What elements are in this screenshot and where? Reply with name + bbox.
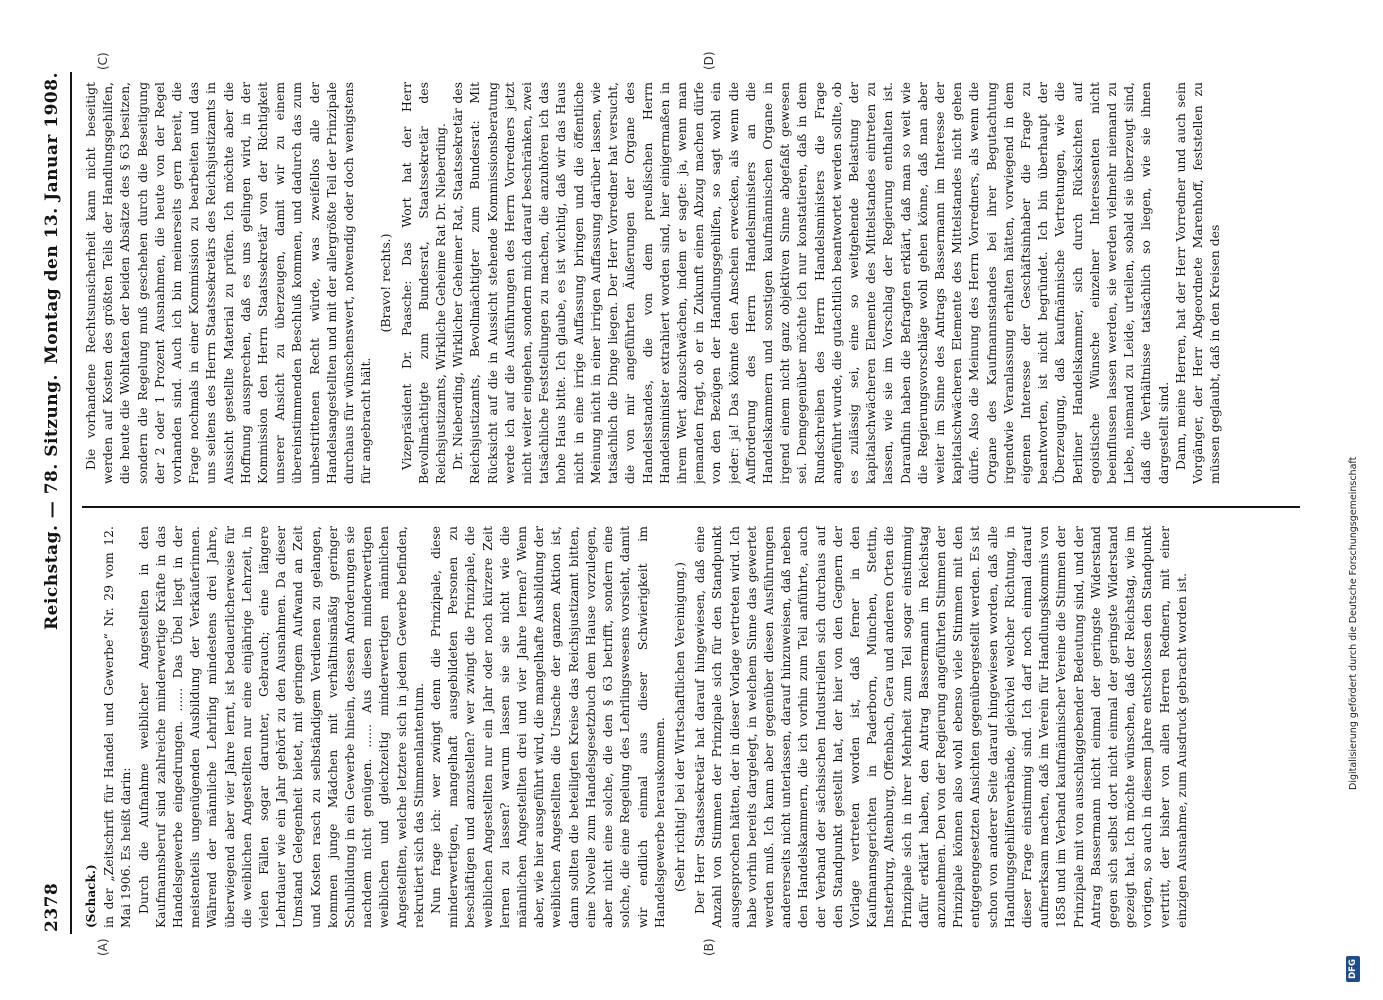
margin-letter-b: (B) xyxy=(702,938,716,956)
interjection: (Bravo! rechts.) xyxy=(378,233,394,333)
page-header xyxy=(40,72,66,932)
speaker-tag: (Schack.) xyxy=(84,864,98,928)
right-paragraph: Dr. Nieberding, Wirklicher Geheimer Rat, Staatssekretär des Reichsjustizamts, Bevollmächtigter zum Bundesrat: Mit Rücksicht auf die in Aussicht stehende Kommissionsberatung werde ich auf die Ausführungen des Herrn Vorredners jetzt nicht weiter eingehen, sondern mich darauf beschränken, zwei tatsächliche Feststellungen zu machen, die anzuhören ich das hohe Haus bitte. Ich glaube, es ist wichtig, daß wir das Haus nicht in eine irrige Auffassung bringen und die öffentliche Meinung nicht in einer irrigen Auffassung darüber lassen, wie tatsächlich die Dinge liegen. Der Herr Vorredner hat versucht, die von mir angeführten Äußerungen der Organe des Handelsstandes, die von dem preußischen Herrn Handelsminister extrahiert worden sind, hier einigermaßen in ihrem Wert abzuschwächen, indem er sagte: ja, wenn man jemanden fragt, ob er in Zukunft einen Abzug machen dürfe von den Bezügen der Handlungsgehilfen, so sagt wohl ein jeder: ja! Das könnte den Anschein erwecken, als wenn die Aufforderung des Herrn Handelsministers an die Handelskammern und sonstigen kaufmännischen Organe in irgend einem nicht ganz objektiven Sinne abgefaßt gewesen sei. Demgegenüber möchte ich nur konstatieren, daß in dem Rundschreiben des Herrn Handelsministers die Frage angeführt wurde, die gutachtlich beantwortet werden sollte, ob es zulässig sei, eine so weitgehende Belastung der kapitalschwächeren Elemente des Mittelstandes eintreten zu lassen, wie sie im Vorschlag der Regierung enthalten ist. Daraufhin haben die Befragten erklärt, daß man so weit wie die Regierungsvorschläge wohl gehen könne, daß man aber weiter im Sinne des Antrags Bassermann im Interesse der kapitalschwächeren Elemente des Mittelstandes nicht gehen dürfe. Also die Meinung des Herrn Vorredners, als wenn die Organe des Kaufmannsstandes bei ihrer Begutachtung irgendwie Veranlassung erhalten hätten, vorwiegend in dem eigenen Interesse der Geschäftsinhaber die Frage zu beantworten, ist nicht begründet. Ich bin überhaupt der Überzeugung, daß kaufmännische Vertretungen, wie die Berliner Handelskammer, sich durch Rücksichten auf egoistische Wünsche einzelner Interessenten nicht beeinflussen lassen werden, sie werden vielmehr niemand zu Liebe, niemand zu Leide, urteilen, sobald sie überzeugt sind, daß die Verhältnisse tatsächlich so liegen, wie sie ihnen dargestellt sind. xyxy=(450,82,1171,484)
interjection: (Sehr richtig! bei der Wirtschaftlichen Vereinigung.) xyxy=(671,562,687,892)
left-paragraph: Der Herr Staatssekretär hat darauf hingewiesen, daß eine Anzahl von Stimmen der Prinzipale sich für den Standpunkt ausgesprochen hätten, der in dieser Vorlage vertreten wird. Ich habe vorhin bereits dargelegt, in welchem Sinne das gewertet werden muß. Ich kann aber gegenüber diesen Ausführungen andererseits nicht unterlassen, darauf hinzuweisen, daß neben den Handelskammern, die ich vorhin zum Teil anführte, auch der Verband der sächsischen Industriellen sich durchaus auf den Standpunkt gestellt hat, der hier von den Gegnern der Vorlage vertreten worden ist, daß ferner in den Kaufmannsgerichten in Paderborn, München, Stettin, Insterburg, Altenburg, Offenbach, Gera und anderen Orten die Prinzipale sich in ihrer Mehrheit zum Teil sogar einstimmig dafür erklärt haben, den Antrag Bassermann im Reichstag anzunehmen. Den von der Regierung angeführten Stimmen der Prinzipale können also wohl ebenso viele Stimmen mit den entgegengesetzten Ansichten gegenübergestellt werden. Es ist schon von anderer Seite darauf hingewiesen worden, daß alle Handlungsgehilfenverbände, gleichviel welcher Richtung, in dieser Frage einstimmig sind. Ich darf noch einmal darauf aufmerksam machen, daß im Verein für Handlungskommis von 1858 und im Verband kaufmännischer Vereine die Stimmen der Prinzipale mit von ausschlaggebender Bedeutung sind, und der Antrag Bassermann nicht einmal der geringste Widerstand gegen sich selbst dort nicht einmal der geringste Widerstand gezeigt hat. Ich möchte wünschen, daß der Reichstag, wie im vorigen, so auch in diesem Jahre entschlossen den Standpunkt vertritt, der bisher von allen Herren Rednern, mit einer einzigen Ausnahme, zum Ausdruck gebracht worden ist. xyxy=(692,526,1189,928)
margin-letter-a: (A) xyxy=(96,938,110,956)
session-title: Reichstag. — 78. Sitzung. xyxy=(42,374,62,630)
dfg-logo: DFG xyxy=(1346,956,1360,982)
margin-letter-c: (C) xyxy=(96,52,110,70)
session-date: Montag den 13. Januar 1908. xyxy=(42,72,62,365)
column-rule xyxy=(82,506,1300,508)
right-column xyxy=(82,82,1300,484)
left-paragraph: Nun frage ich: wer zwingt denn die Prinzipale, diese minderwertigen, mangelhaft ausgebildeten Personen zu beschäftigen und anzustellen? wer zwingt die Prinzipale, die weiblichen Angestellten nur ein Jahr oder noch kürzere Zeit lernen zu lassen? warum lassen sie sie nicht wie die männlichen Angestellten drei und vier Jahre lernen? Wenn aber, wie hier ausgeführt wird, die mangelhafte Ausbildung der weiblichen Angestellten die Ursache der ganzen Aktion ist, dann sollten die beteiligten Kreise das Reichsjustizamt bitten, eine Novelle zum Handelsgesetzbuch dem Hause vorzulegen, aber nicht eine solche, die den § 63 betrifft, sondern eine solche, die eine Regelung des Lehrlingswesens vorsieht, damit wir endlich einmal aus dieser Schwierigkeit im Handelsgewerbe herauskommen. xyxy=(428,526,667,928)
left-paragraph: in der „Zeitschrift für Handel und Gewerbe“ Nr. 29 vom 12. Mai 1906. Es heißt darin: xyxy=(101,526,134,928)
left-column xyxy=(82,526,1300,928)
margin-letter-d: (D) xyxy=(702,51,716,70)
right-paragraph: Vizepräsident Dr. Paasche: Das Wort hat der Herr Bevollmächtigte zum Bundesrat, Staatssekretär des Reichsjustizamts, Wirkliche Geheime Rat Dr. Nieberding. xyxy=(398,82,449,484)
digitization-credit: Digitalisierung gefördert durch die Deutsche Forschungsgemeinschaft xyxy=(1348,456,1359,790)
header-rule xyxy=(70,72,72,934)
right-paragraph: Die vorhandene Rechtsunsicherheit kann nicht beseitigt werden auf Kosten des größten Teils der Handlungsgehilfen, die heute die Wohltaten der beiden Absätze des § 63 besitzen, sondern die Regelung muß geschehen durch die Beseitigung der 2 oder 1 Prozent Ausnahmen, die heute von der Regel vorhanden sind. Auch ich bin meinerseits gern bereit, die Frage nochmals in einer Kommission zu bearbeiten und das uns seitens des Herrn Staatssekretärs des Reichsjustizamts in Aussicht gestellte Material zu prüfen. Ich möchte aber die Hoffnung aussprechen, daß es uns gelingen wird, in der Kommission den Herrn Staatssekretär von der Richtigkeit unserer Ansicht zu überzeugen, damit wir zu einem übereinstimmenden Beschluß kommen, und dadurch das zum unbestrittenen Recht würde, was zweifellos alle der Handelsangestellten und mit der allergrößte Teil der Prinzipale durchaus für wünschenswert, notwendig oder doch wenigstens für angebracht hält. xyxy=(83,82,374,484)
left-quote-paragraph: Durch die Aufnahme weiblicher Angestellten in den Kaufmannsberuf sind zahlreiche minderwertige Kräfte in das Handelsgewerbe eingedrungen. ...... Das Übel liegt in der meistenteils ungenügenden Ausbildung der Verkäuferinnen. Während der männliche Lehrling mindestens drei Jahre, überwiegend aber vier Jahre lernt, ist bedauerlicherweise für die weiblichen Angestellten nur eine einjährige Lehrzeit, in vielen Fällen sogar darunter, Gebrauch; eine längere Lehrdauer wie ein Jahr gehört zu den Ausnahmen. Da dieser Umstand Gelegenheit bietet, mit geringem Aufwand an Zeit und Kosten rasch zu selbständigem Verdienen zu gelangen, kommen junge Mädchen mit verhältnismäßig geringer Schulbildung in ein Gewerbe hinein, dessen Anforderungen sie nachdem nicht genügen. ...... Aus diesen minderwertigen weiblichen und gleichzeitig minderwertigen männlichen Angestellten, welche letztere sich in jedem Gewerbe befinden, rekrutiert sich das Stimmenlantentum. xyxy=(135,526,426,928)
page-number: 2378 xyxy=(42,882,62,932)
right-paragraph: Dann, meine Herren, hat der Herr Vorredner und auch sein Vorgänger, der Herr Abgeordnete Marenhoff, feststellen zu müssen geglaubt, daß in den Kreisen des xyxy=(1172,82,1223,484)
